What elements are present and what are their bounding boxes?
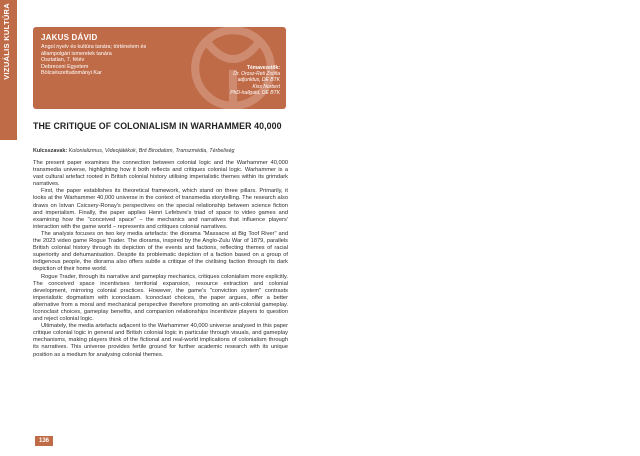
supervisor-line: Kiss Norbert [252, 83, 280, 90]
body-paragraph: The analysis focuses on two key media artefacts: the diorama "Massacre at Big Toof River" and the 2023 video game Rogue Trader. The diorama, inspired by the Anglo-Zulu War of 1879, parallels British colonial history through its depiction of the events and factions, reflecting themes of racial superiority and dehumanisation. Despite its problematic depiction of a faction based on a group of indigenous people, the diorama also offers subtle a critique of the civilising faction through its dark depiction of their home world. [33, 230, 288, 273]
author-line: Debreceni Egyetem [41, 63, 89, 70]
supervisor-line: Dr. Orosz-Reti Zsófia [233, 71, 280, 78]
article-body [33, 160, 288, 359]
keywords-text: Kolonializmus, Videojátékok, Brit Birodalom, Transzmédia, Térbeliség [68, 148, 235, 154]
section-side-strip [0, 0, 17, 140]
author-line: Angol nyelv és kultúra tanára; történelem és [41, 44, 147, 50]
page-number: 136 [35, 436, 53, 446]
body-paragraph: Rogue Trader, through its narrative and gameplay mechanics, critiques colonialism more explicitly. The conceived space incentivises territorial expansion, resource extraction and colonial development, mirroring colonial practices. However, the game's "conviction system" contrasts imperialistic dogmatism with iconoclasm. Iconoclast choices, the paper argues, offer a better alternative from a moral and mechanical perspective therefore promoting an anti-colonial gameplay. Iconoclast choices, gameplay benefits, and companion relationships incentivize players to question and reject colonial logic. [33, 273, 288, 323]
author-line: állampolgári ismeretek tanára [41, 50, 112, 57]
author-line: Osztatlan, 7. félév [41, 57, 85, 64]
supervisors-label: Témavezetők: [246, 65, 280, 71]
author-affiliation [41, 44, 146, 77]
supervisor-line: adjunktus, DE BTK [237, 77, 280, 84]
author-line: Bölcsészettudományi Kar [41, 70, 102, 77]
article-title: THE CRITIQUE OF COLONIALISM IN WARHAMMER 40,000 [33, 121, 282, 131]
body-paragraph: Ultimately, the media artefacts adjacent to the Warhammer 40,000 universe analysed in this paper critique colonial logic in general and British colonial logic in particular through visuals, and gameplay mechanisms, making players think of the fictional and real-world implications of colonialism through its narratives. This universe provides fertile ground for further academic research with its unique position as a medium for analysing colonial themes. [33, 323, 288, 358]
body-paragraph: First, the paper establishes its theoretical framework, which stand on three pillars. Primarily, it looks at the Warhammer 40,000 universe in the context of transmedia storytelling. The research also draws on Istvan Csicsery-Ronay's perspectives on the special relationship between science fiction and imperialism. Finally, the paper applies Henri Lefebvre's triad of space to video games and examining how the "conceived space" – the mechanics and narratives that influence players' interaction with the game world – represents and critiques colonial narratives. [33, 188, 288, 230]
keywords-line [33, 148, 293, 154]
keywords-label: Kulcsszavak: [33, 148, 68, 154]
body-paragraph: The present paper examines the connection between colonial logic and the Warhammer 40,000 transmedia universe, highlighting how it both reflects and critiques colonial logic. Warhammer is a vast cultural artefact rooted in British colonial history utilising imperialistic themes within its grimdark narratives. [33, 160, 288, 188]
author-card [33, 27, 286, 109]
section-label: VIZUÁLIS KULTÚRA [2, 3, 11, 80]
author-name: JAKUS DÁVID [41, 33, 98, 42]
supervisors-block [230, 65, 280, 96]
supervisor-line: PhD-hallgató, DE BTK [230, 89, 280, 96]
